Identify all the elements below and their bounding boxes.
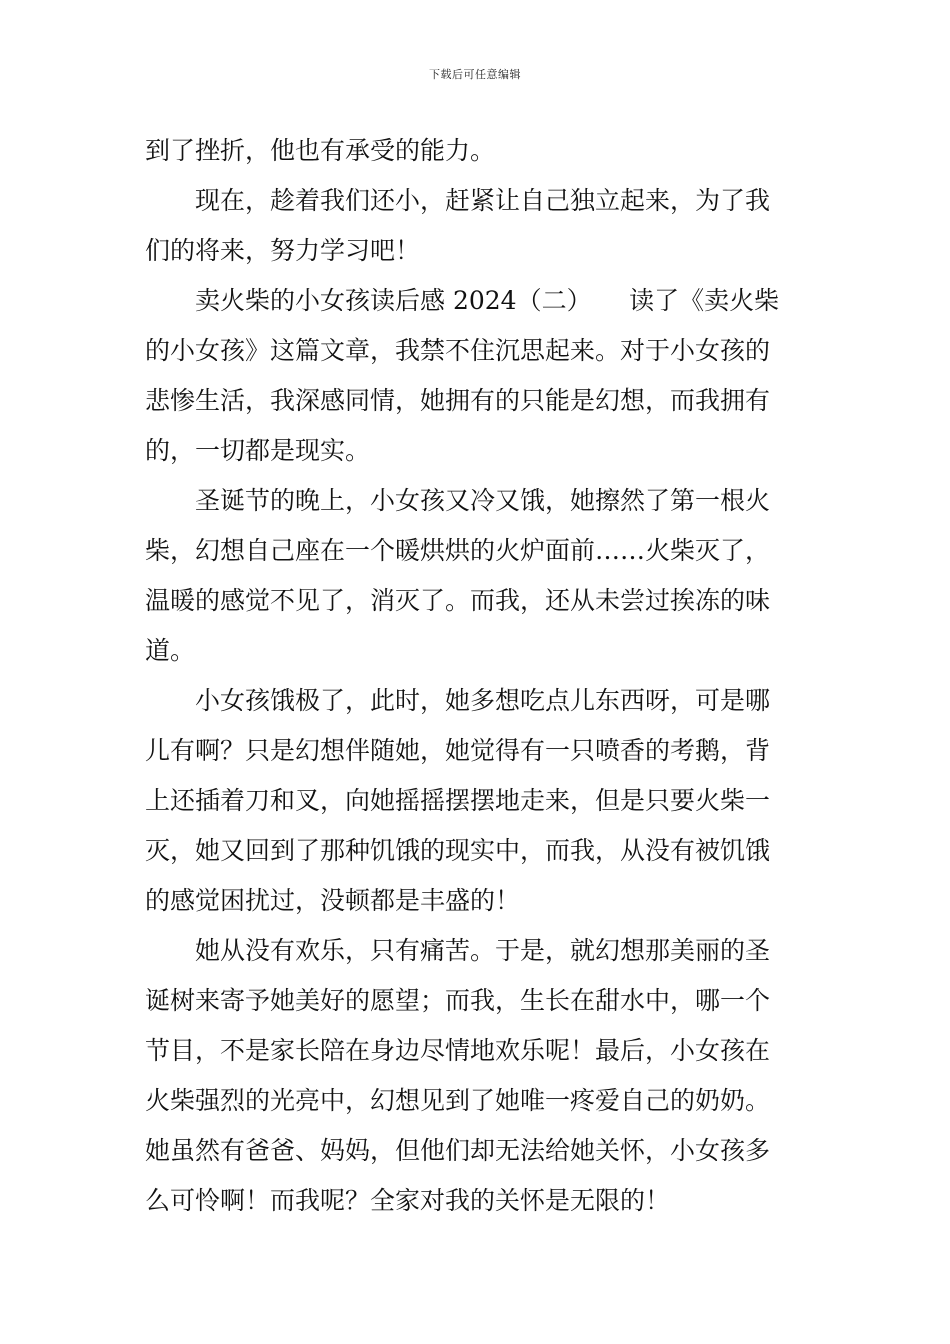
text-line: 们的将来，努力学习吧！ bbox=[145, 236, 421, 265]
document-body bbox=[145, 126, 810, 1226]
text-line: 的感觉困扰过，没顿都是丰盛的！ bbox=[145, 886, 521, 915]
text-line: 小女孩饿极了，此时，她多想吃点儿东西呀，可是哪 bbox=[145, 686, 771, 715]
text-line: 儿有啊？只是幻想伴随她，她觉得有一只喷香的考鹅，背 bbox=[145, 736, 771, 765]
page-header-note: 下载后可任意编辑 bbox=[429, 68, 521, 81]
text-line: 火柴强烈的光亮中，幻想见到了她唯一疼爱自己的奶奶。 bbox=[145, 1086, 771, 1115]
text-line: 的，一切都是现实。 bbox=[145, 436, 371, 465]
text-line: 到了挫折，他也有承受的能力。 bbox=[145, 136, 496, 165]
text-line: 的小女孩》这篇文章，我禁不住沉思起来。对于小女孩的 bbox=[145, 336, 771, 365]
text-line: 节目，不是家长陪在身边尽情地欢乐呢！最后，小女孩在 bbox=[145, 1036, 771, 1065]
text-line: 诞树来寄予她美好的愿望；而我，生长在甜水中，哪一个 bbox=[145, 986, 771, 1015]
text-line: 圣诞节的晚上，小女孩又冷又饿，她擦然了第一根火 bbox=[145, 486, 771, 515]
text-line: 温暖的感觉不见了，消灭了。而我，还从未尝过挨冻的味 bbox=[145, 586, 771, 615]
text-line: 么可怜啊！而我呢？全家对我的关怀是无限的！ bbox=[145, 1186, 671, 1215]
text-line: 灭，她又回到了那种饥饿的现实中，而我，从没有被饥饿 bbox=[145, 836, 771, 865]
text-line: 上还插着刀和叉，向她摇摇摆摆地走来，但是只要火柴一 bbox=[145, 786, 771, 815]
text-line: 她从没有欢乐，只有痛苦。于是，就幻想那美丽的圣 bbox=[145, 936, 771, 965]
text-line: 悲惨生活，我深感同情，她拥有的只能是幻想，而我拥有 bbox=[145, 386, 771, 415]
text-line: 现在，趁着我们还小，赶紧让自己独立起来，为了我 bbox=[145, 186, 771, 215]
text-line: 她虽然有爸爸、妈妈，但他们却无法给她关怀，小女孩多 bbox=[145, 1136, 771, 1165]
text-line: 卖火柴的小女孩读后感 2024（二） 读了《卖火柴 bbox=[145, 286, 780, 315]
text-line: 道。 bbox=[145, 636, 196, 665]
text-line: 柴，幻想自己座在一个暖烘烘的火炉面前……火柴灭了， bbox=[145, 536, 771, 565]
